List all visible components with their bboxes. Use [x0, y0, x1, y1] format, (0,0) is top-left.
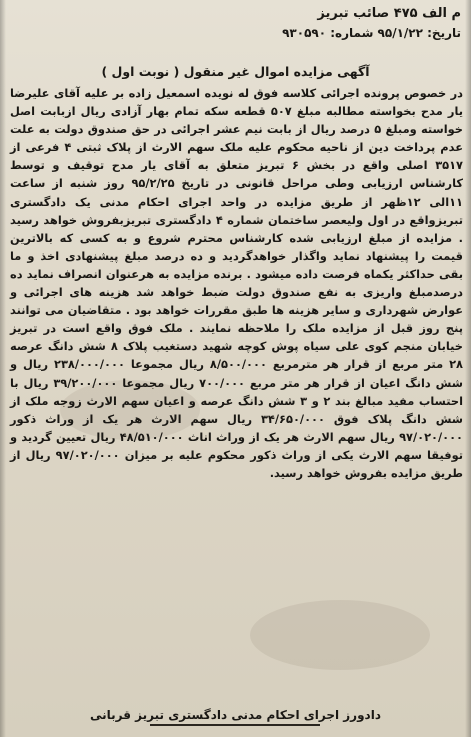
signature-text: دادورز اجرای احکام مدنی دادگستری تبریز قربانی [90, 708, 381, 722]
publication-reference: م الف ۴۷۵ صائب تبریز [317, 6, 461, 21]
notice-body [10, 84, 463, 482]
notice-paragraph: در خصوص پرونده اجرائی کلاسه فوق له نویده اسمعیل زاده بر علیه آقای علیرضا یار مدح بخواسته مطالبه مبلغ ۵۰۷ قطعه سکه تمام بهار آزادی ریال ازبابت اصل خواسته ومبلغ ۵ درصد ریال از بابت نیم عشر اجرائی در حق صندوق دولت به علت عدم پرداخت دین از ناحیه محکوم علیه ملک سهم الارث از پلاک ثبتی ۴ فرعی از ۳۵۱۷ اصلی واقع در بخش ۶ تبریز متعلق به آقای یار مدح توقیف و توسط کارشناس ارزیابی وطی مراحل قانونی در تاریخ ۹۵/۲/۲۵ روز شنبه از ساعت ۱۱الی ۱۲ظهر از طریق مزایده در واحد اجرای احکام مدنی یک دادگستری تبریزواقع در اول ولیعصر ساختمان شماره ۴ دادگستری تبریزبفروش خواهد رسید . مزایده از مبلغ ارزیابی شده کارشناس محترم شروع و به کسی که بالاترین قیمت را پیشنهاد نماید واگذار خواهدگردید و ده درصد مبلغ پیشنهادی اخذ و ما بقی حداکثر یکماه فرصت داده میشود . برنده مزایده به هرعنوان انصراف نماید ده درصدمبلغ واریزی به نفع صندوق دولت ضبط خواهد شد هزینه های اجرائی و عوارض شهرداری و سایر هزینه ها طبق مقررات خواهد بود . متقاضیان می توانند پنج روز قبل از مزایده ملک را ملاحظه نمایند . ملک فوق واقع است در تبریز خیابان منجم کوی علی سیاه پوش کوچه شهید دستغیب پلاک ۸ شش دانگ عرصه ۲۸ متر مربع از قرار هر مترمربع ۸/۵۰۰/۰۰۰ ریال مجموعا ۲۳۸/۰۰۰/۰۰۰ ریال و شش دانگ اعیان از قرار هر متر مربع ۷۰۰/۰۰۰ ریال مجموعا ۳۹/۲۰۰/۰۰۰ ریال با احتساب مفید مبالغ بند ۲ و ۳ شش دانگ عرصه و اعیان سهم الارث زوجه ملک از شش دانگ پلاک فوق ۳۴/۶۵۰/۰۰۰ ریال سهم الارث هر یک از وراث ذکور ۹۷/۰۲۰/۰۰۰ ریال سهم الارث هر یک از وراث اناث ۴۸/۵۱۰/۰۰۰ ریال تعیین گردید و توفیقا سهم الارث یکی از وراث ذکور محکوم علیه بر میزان ۹۷/۰۲۰/۰۰۰ ریال از طریق مزایده بفروش خواهد رسید. [10, 86, 464, 480]
paper-stain [250, 600, 430, 670]
notice-title: آگهی مزایده اموال غیر منقول ( نوبت اول ) [101, 64, 370, 79]
right-edge-shadow [465, 0, 471, 737]
left-edge-shadow [0, 0, 6, 737]
signature-underline [150, 724, 320, 726]
date-and-number: تاریخ: ۹۵/۱/۲۲ شماره: ۹۳۰۵۹۰ [282, 26, 461, 40]
notice-header [21, 4, 461, 42]
signature-block [0, 706, 471, 724]
